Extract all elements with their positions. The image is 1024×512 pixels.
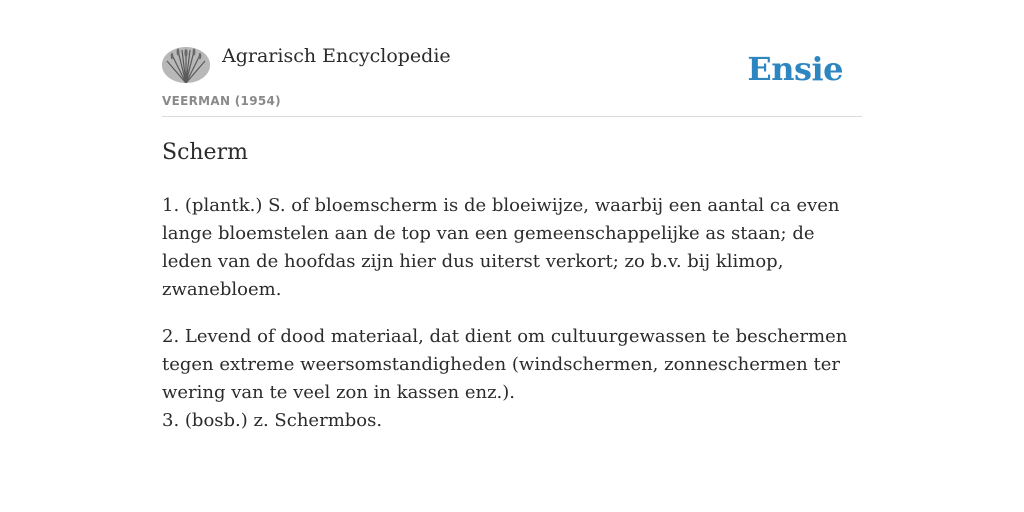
header <box>162 44 862 117</box>
entry-body <box>162 192 862 435</box>
source-label: VEERMAN (1954) <box>162 94 281 108</box>
definition-paragraph: 3. (bosb.) z. Schermbos. <box>162 410 383 431</box>
definition-paragraph: 1. (plantk.) S. of bloemscherm is de bloeiwijze, waarbij een aantal ca even lange bloemstelen aan de top van een gemeenschappelijke as staan; de leden van de hoofdas zijn hier dus uiterst verkort; zo b.v. bij klimop, zwanebloem. <box>162 195 840 300</box>
book-title-link[interactable]: Agrarisch Encyclopedie <box>222 45 451 67</box>
wheat-plant-icon[interactable] <box>162 47 210 83</box>
brand-logo[interactable]: Ensie <box>747 50 843 88</box>
definition-paragraph: 2. Levend of dood materiaal, dat dient om cultuurgewassen te beschermen tegen extreme weersomstandigheden (windschermen, zonneschermen ter wering van te veel zon in kassen enz.). <box>162 326 848 403</box>
entry-title: Scherm <box>162 140 248 165</box>
